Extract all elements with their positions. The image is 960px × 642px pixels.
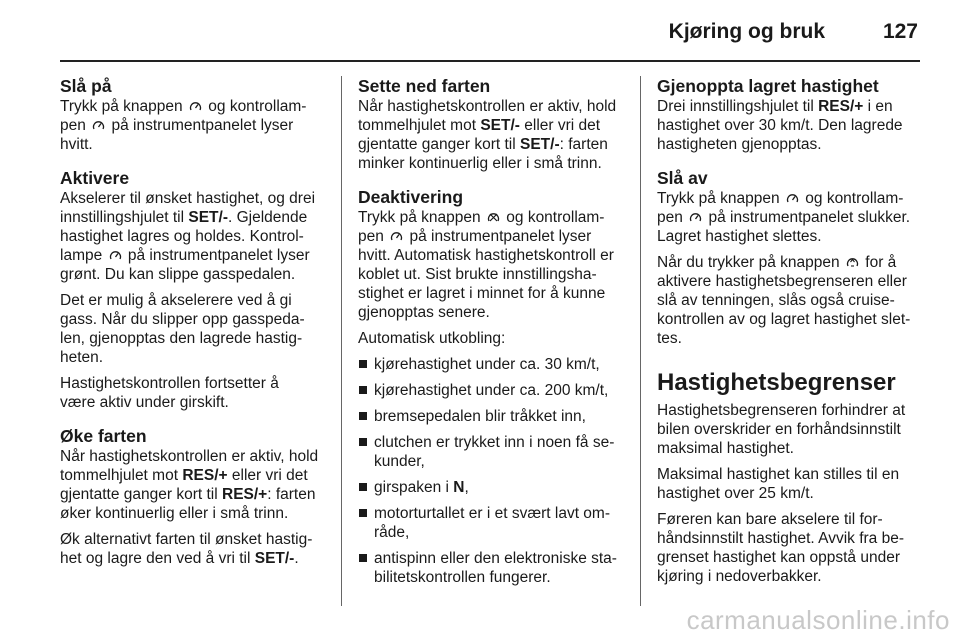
paragraph: Hastighetsbegrenseren forhindrer at bilen overskrider en forhåndsinnstilt maksimal hastighet. bbox=[657, 402, 906, 457]
list-item: clutchen er trykket inn i noen få se- kunder, bbox=[358, 433, 624, 471]
header-divider bbox=[60, 60, 920, 62]
paragraph: Det er mulig å akselerere ved å gi gass. Når du slipper opp gasspeda- len, gjenopptas den lagrede hastig- heten. bbox=[60, 292, 305, 366]
paragraph: Hastighetskontrollen fortsetter å være aktiv under girskift. bbox=[60, 375, 279, 411]
paragraph: Drei innstillingshjulet til RES/+ i en hastighet over 30 km/t. Den lagrede hastigheten gjenopptas. bbox=[657, 98, 903, 153]
bullet-icon bbox=[359, 360, 367, 368]
paragraph: Trykk på knappen og kontrollam- pen på instrumentpanelet lyser hvitt. bbox=[60, 98, 307, 153]
speed-limiter-icon bbox=[846, 257, 859, 268]
column-2 bbox=[358, 76, 624, 594]
column-divider-2 bbox=[640, 76, 641, 606]
paragraph: Trykk på knappen og kontrollam- pen på instrumentpanelet slukker. Lagret hastighet slettes. bbox=[657, 190, 911, 245]
heading-oke-farten: Øke farten bbox=[60, 426, 147, 446]
list-item: kjørehastighet under ca. 30 km/t, bbox=[358, 355, 624, 374]
heading-deaktivering: Deaktivering bbox=[358, 187, 464, 207]
bullet-icon bbox=[359, 509, 367, 517]
column-1 bbox=[60, 76, 326, 575]
paragraph: Automatisk utkobling: bbox=[358, 330, 506, 347]
list-item: antispinn eller den elektroniske sta- bilitetskontrollen fungerer. bbox=[358, 549, 624, 587]
paragraph: Når hastighetskontrollen er aktiv, hold tommelhjulet mot SET/- eller vri det gjentatte ganger kort til SET/-: farten minker kontinuerlig eller i små trinn. bbox=[358, 98, 617, 172]
list-item: kjørehastighet under ca. 200 km/t, bbox=[358, 381, 624, 400]
page-number: 127 bbox=[882, 20, 918, 43]
heading-gjenoppta: Gjenoppta lagret hastighet bbox=[657, 76, 879, 96]
heading-sla-av: Slå av bbox=[657, 168, 708, 188]
paragraph: Maksimal hastighet kan stilles til en hastighet over 25 km/t. bbox=[657, 466, 900, 502]
paragraph: Når du trykker på knappen for å aktivere hastighetsbegrenseren eller slå av tenningen, slås også cruise- kontrollen av og lagret hastighet slet- tes. bbox=[657, 254, 911, 347]
bullet-icon bbox=[359, 438, 367, 446]
paragraph: Når hastighetskontrollen er aktiv, hold tommelhjulet mot RES/+ eller vri det gjentatte ganger kort til RES/+: farten øker kontinuerlig eller i små trinn. bbox=[60, 448, 319, 522]
column-3 bbox=[657, 76, 925, 593]
paragraph: Trykk på knappen og kontrollam- pen på instrumentpanelet lyser hvitt. Automatisk hastighetskontroll er koblet ut. Sist brukte innstillingsha- stighet er lagret i minnet for å kunne gjenopptas senere. bbox=[358, 209, 614, 321]
watermark: carmanualsonline.info bbox=[686, 605, 950, 635]
bullet-icon bbox=[359, 412, 367, 420]
cruise-control-icon bbox=[109, 250, 122, 261]
paragraph: Føreren kan bare akselere til for- håndsinnstilt hastighet. Avvik fra be- grenset hastighet kan oppstå under kjøring i nedoverbakker. bbox=[657, 511, 904, 585]
cruise-control-icon bbox=[689, 212, 702, 223]
heading-sette-ned-farten: Sette ned farten bbox=[358, 76, 491, 96]
column-divider-1 bbox=[341, 76, 342, 606]
cruise-control-icon bbox=[92, 120, 105, 131]
list-item: motorturtallet er i et svært lavt om- råde, bbox=[358, 504, 624, 542]
page-header bbox=[60, 12, 920, 62]
paragraph: Øk alternativt farten til ønsket hastig- het og lagre den ved å vri til SET/-. bbox=[60, 531, 313, 567]
bullet-icon bbox=[359, 483, 367, 491]
list-item: girspaken i N, bbox=[358, 478, 624, 497]
auto-disengage-list bbox=[358, 355, 624, 587]
bullet-icon bbox=[359, 386, 367, 394]
heading-hastighetsbegrenser: Hastighetsbegrenser bbox=[657, 369, 896, 396]
paragraph: Akselerer til ønsket hastighet, og drei innstillingshjulet til SET/-. Gjeldende hastighet lagres og holdes. Kontrol- lampe på instrumentpanelet lyser grønt. Du kan slippe gasspedalen. bbox=[60, 190, 316, 283]
cruise-cancel-icon bbox=[487, 212, 500, 223]
bullet-icon bbox=[359, 554, 367, 562]
cruise-control-icon bbox=[189, 101, 202, 112]
heading-aktivere: Aktivere bbox=[60, 168, 130, 188]
cruise-control-icon bbox=[390, 231, 403, 242]
page-title: Kjøring og bruk bbox=[668, 20, 825, 43]
cruise-control-icon bbox=[786, 193, 799, 204]
heading-sla-pa: Slå på bbox=[60, 76, 112, 96]
list-item: bremsepedalen blir tråkket inn, bbox=[358, 407, 624, 426]
